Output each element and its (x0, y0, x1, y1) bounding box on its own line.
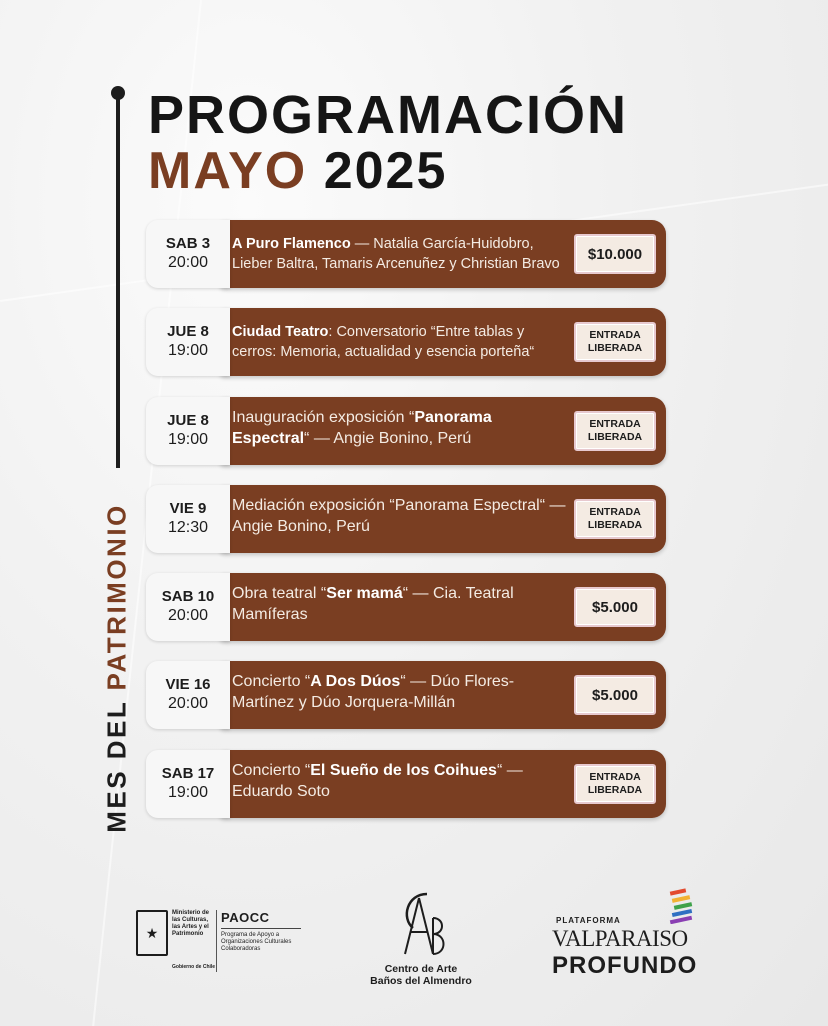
event-title: A Dos Dúos (310, 673, 401, 690)
gob-foot: Gobierno de Chile (172, 964, 216, 970)
logo-strip (0, 880, 828, 990)
event-date-card (146, 485, 230, 553)
event-text-part: Concierto “ (232, 673, 311, 690)
event-time: 12:30 (167, 519, 209, 537)
vp-bot: PROFUNDO (552, 952, 698, 979)
event-text-part: “ — Cia. Teatral Mamíferas (232, 585, 514, 623)
event-date-card (146, 397, 230, 465)
event-day: SAB 17 (161, 765, 215, 783)
event-day: VIE 9 (169, 500, 207, 518)
ticket-free: ENTRADA LIBERADA (574, 499, 656, 539)
paocc-logo (216, 910, 326, 972)
event-row (146, 485, 666, 553)
event-time: 19:00 (167, 784, 209, 802)
event-body (220, 573, 666, 641)
event-text-part: Inauguración exposición “ (232, 409, 415, 426)
event-body (220, 308, 666, 376)
side-label (102, 503, 133, 833)
cab-line1: Centro de Arte (384, 963, 458, 975)
vp-top: PLATAFORMA (556, 916, 621, 925)
event-text-part: “ — Eduardo Soto (232, 762, 523, 800)
event-description (232, 760, 567, 802)
event-description (232, 583, 567, 625)
event-text-part: Obra teatral “ (232, 585, 327, 602)
paocc-title: PAOCC (221, 910, 270, 925)
event-text-part: Concierto “ (232, 762, 311, 779)
event-time: 19:00 (167, 431, 209, 449)
event-day: SAB 3 (165, 235, 211, 253)
event-title: Ser mamá (326, 585, 403, 602)
subtitle-year: 2025 (323, 142, 448, 200)
ticket-free: ENTRADA LIBERADA (574, 322, 656, 362)
chile-crest-icon: ★ (136, 910, 168, 956)
event-text-part: “ — Dúo Flores-Martínez y Dúo Jorquera-Millán (232, 673, 515, 711)
timeline-line (116, 98, 120, 468)
event-body (220, 661, 666, 729)
side-label-dark: MES DEL (101, 690, 132, 833)
event-row (146, 750, 666, 818)
event-title: A Puro Flamenco (232, 236, 351, 252)
cab-text (356, 963, 486, 987)
page-title: PROGRAMACIÓN (148, 85, 628, 145)
event-date-card (146, 750, 230, 818)
event-time: 20:00 (167, 254, 209, 272)
event-date-card (146, 573, 230, 641)
cab-line2: Baños del Almendro (370, 975, 472, 987)
event-title: Ciudad Teatro (232, 324, 329, 340)
event-title: El Sueño de los Coihues (310, 762, 497, 779)
event-date-card (146, 220, 230, 288)
event-description (232, 671, 567, 713)
event-time: 19:00 (167, 342, 209, 360)
gob-text: Ministerio de las Culturas, las Artes y el Patrimonio (172, 910, 210, 937)
event-description (232, 495, 567, 537)
page-subtitle (148, 142, 448, 200)
event-description (232, 322, 567, 362)
ticket-price: $5.000 (574, 587, 656, 627)
cab-monogram-icon (393, 888, 449, 960)
vp-mid: VALPARAISO (552, 926, 688, 951)
event-description (232, 234, 567, 274)
event-text-part: — Natalia García-Huidobro, Lieber Baltra, Tamaris Arcenuñez y Christian Bravo (232, 236, 560, 272)
paocc-desc: Programa de Apoyo a Organizaciones Culturales Colaboradoras (221, 932, 292, 952)
event-text-part: Mediación exposición “Panorama Espectral“ — Angie Bonino, Perú (232, 497, 566, 535)
event-date-card (146, 661, 230, 729)
ticket-price: $10.000 (574, 234, 656, 274)
event-row (146, 220, 666, 288)
event-date-card (146, 308, 230, 376)
ticket-free: ENTRADA LIBERADA (574, 411, 656, 451)
event-row (146, 308, 666, 376)
color-stripes-icon (666, 888, 696, 924)
event-day: VIE 16 (165, 676, 211, 694)
event-row (146, 573, 666, 641)
ticket-price: $5.000 (574, 675, 656, 715)
event-day: JUE 8 (167, 412, 209, 430)
event-body (220, 397, 666, 465)
event-row (146, 397, 666, 465)
event-time: 20:00 (167, 607, 209, 625)
event-title: Panorama Espectral (232, 409, 492, 447)
event-body (220, 750, 666, 818)
valparaiso-profundo-logo (546, 888, 716, 988)
gobierno-logo (136, 908, 216, 974)
event-body (220, 485, 666, 553)
paocc-rule (221, 928, 301, 929)
event-day: SAB 10 (161, 588, 215, 606)
side-label-accent: PATRIMONIO (101, 503, 132, 691)
cab-logo (356, 888, 486, 988)
event-day: JUE 8 (167, 323, 209, 341)
event-body (220, 220, 666, 288)
event-text-part: “ — Angie Bonino, Perú (304, 430, 472, 447)
subtitle-month: MAYO (148, 142, 308, 200)
event-text-part: : Conversatorio “Entre tablas y cerros: Memoria, actualidad y esencia porteña“ (232, 324, 535, 360)
event-row (146, 661, 666, 729)
ticket-free: ENTRADA LIBERADA (574, 764, 656, 804)
event-time: 20:00 (167, 695, 209, 713)
event-description (232, 407, 567, 449)
